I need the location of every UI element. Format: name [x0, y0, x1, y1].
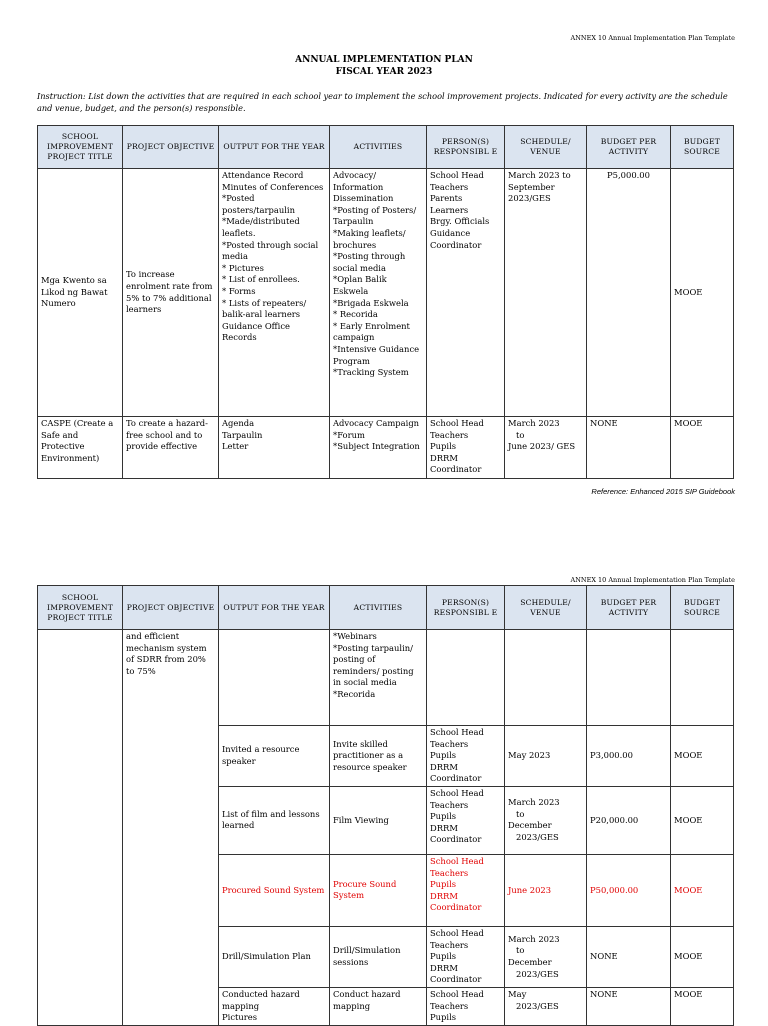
budget-cell: P20,000.00	[587, 786, 671, 854]
persons-cell	[427, 630, 505, 726]
budget-cell: P50,000.00	[587, 854, 671, 926]
persons-cell: School Head Teachers Pupils DRRM Coordinator	[427, 417, 505, 479]
schedule-cell: March 2023 to December 2023/GES	[505, 926, 587, 987]
table-header-row	[38, 126, 734, 169]
output-cell: Drill/Simulation Plan	[219, 926, 330, 987]
table-row	[38, 169, 734, 417]
annex-label: ANNEX 10 Annual Implementation Plan Template	[570, 576, 735, 584]
objective-cell: To create a hazard-free school and to provide effective	[123, 417, 219, 479]
header-budget-source: BUDGET SOURCE	[671, 126, 734, 169]
header-activities: ACTIVITIES	[330, 126, 427, 169]
persons-cell: School Head Teachers Pupils DRRM Coordinator	[427, 926, 505, 987]
budget-cell: NONE	[587, 987, 671, 1025]
instruction-text: Instruction: List down the activities that are required in each school year to implement the school improvement projects. Indicated for every activity are the schedule and venue, budget, and the person(s) responsible.	[37, 91, 728, 113]
persons-cell: School Head Teachers Parents Learners Brgy. Officials Guidance Coordinator	[427, 169, 505, 417]
budget-cell: P5,000.00	[587, 169, 671, 417]
header-persons-responsible: PERSON(S) RESPONSIBL E	[427, 586, 505, 630]
project-title-cell	[38, 630, 123, 1026]
activities-cell: Advocacy Campaign *Forum *Subject Integration	[330, 417, 427, 479]
budget-cell	[587, 630, 671, 726]
table-row	[38, 630, 734, 726]
schedule-cell: May 2023/GES	[505, 987, 587, 1025]
header-project-title: SCHOOL IMPROVEMENT PROJECT TITLE	[38, 586, 123, 630]
header-output: OUTPUT FOR THE YEAR	[219, 126, 330, 169]
document-page-2	[0, 576, 768, 1024]
source-cell: MOOE	[671, 726, 734, 787]
schedule-cell: March 2023 to September 2023/GES	[505, 169, 587, 417]
header-project-objective: PROJECT OBJECTIVE	[123, 586, 219, 630]
header-project-objective: PROJECT OBJECTIVE	[123, 126, 219, 169]
activities-cell: Conduct hazard mapping	[330, 987, 427, 1025]
implementation-plan-table	[37, 125, 734, 479]
reference-note: Reference: Enhanced 2015 SIP Guidebook	[591, 487, 735, 496]
persons-cell: School Head Teachers Pupils DRRM Coordinator	[427, 786, 505, 854]
source-cell: MOOE	[671, 854, 734, 926]
persons-cell: School Head Teachers Pupils DRRM Coordinator	[427, 854, 505, 926]
project-title-cell: CASPE (Create a Safe and Protective Environment)	[38, 417, 123, 479]
header-schedule-venue: SCHEDULE/ VENUE	[505, 126, 587, 169]
activities-cell: Procure Sound System	[330, 854, 427, 926]
annex-label: ANNEX 10 Annual Implementation Plan Template	[570, 34, 735, 42]
source-cell: MOOE	[671, 926, 734, 987]
schedule-cell	[505, 630, 587, 726]
header-activities: ACTIVITIES	[330, 586, 427, 630]
budget-cell: P3,000.00	[587, 726, 671, 787]
implementation-plan-table-continued	[37, 585, 734, 1026]
objective-cell: and efficient mechanism system of SDRR from 20% to 75%	[123, 630, 219, 1026]
activities-cell: Drill/Simulation sessions	[330, 926, 427, 987]
header-schedule-venue: SCHEDULE/ VENUE	[505, 586, 587, 630]
output-cell: Procured Sound System	[219, 854, 330, 926]
header-budget-per-activity: BUDGET PER ACTIVITY	[587, 586, 671, 630]
output-cell: Attendance Record Minutes of Conferences *Posted posters/tarpaulin *Made/distributed leaflets. *Posted through social media * Pictures * List of enrollees. * Forms * Lists of repeaters/ balik-aral learners Guidance Office Records	[219, 169, 330, 417]
project-title-cell: Mga Kwento sa Likod ng Bawat Numero	[38, 169, 123, 417]
activities-cell: Advocacy/ Information Dissemination *Posting of Posters/ Tarpaulin *Making leaflets/ brochures *Posting through social media *Oplan Balik Eskwela *Brigada Eskwela * Recorida * Early Enrolment campaign *Intensive Guidance Program *Tracking System	[330, 169, 427, 417]
budget-cell: NONE	[587, 926, 671, 987]
source-cell: MOOE	[671, 786, 734, 854]
budget-cell: NONE	[587, 417, 671, 479]
header-persons-responsible: PERSON(S) RESPONSIBL E	[427, 126, 505, 169]
header-output: OUTPUT FOR THE YEAR	[219, 586, 330, 630]
persons-cell: School Head Teachers Pupils	[427, 987, 505, 1025]
document-title: ANNUAL IMPLEMENTATION PLAN	[295, 55, 473, 65]
header-project-title: SCHOOL IMPROVEMENT PROJECT TITLE	[38, 126, 123, 169]
table-row	[38, 417, 734, 479]
schedule-cell: June 2023	[505, 854, 587, 926]
source-cell: MOOE	[671, 417, 734, 479]
source-cell	[671, 630, 734, 726]
activities-cell: Invite skilled practitioner as a resource speaker	[330, 726, 427, 787]
source-cell: MOOE	[671, 169, 734, 417]
schedule-cell: March 2023 to June 2023/ GES	[505, 417, 587, 479]
schedule-cell: May 2023	[505, 726, 587, 787]
header-budget-source: BUDGET SOURCE	[671, 586, 734, 630]
output-cell: List of film and lessons learned	[219, 786, 330, 854]
objective-cell: To increase enrolment rate from 5% to 7% additional learners	[123, 169, 219, 417]
output-cell	[219, 630, 330, 726]
document-subtitle: FISCAL YEAR 2023	[335, 67, 433, 77]
activities-cell: *Webinars *Posting tarpaulin/ posting of reminders/ posting in social media *Recorida	[330, 630, 427, 726]
persons-cell: School Head Teachers Pupils DRRM Coordinator	[427, 726, 505, 787]
output-cell: Invited a resource speaker	[219, 726, 330, 787]
schedule-cell: March 2023 to December 2023/GES	[505, 786, 587, 854]
activities-cell: Film Viewing	[330, 786, 427, 854]
header-budget-per-activity: BUDGET PER ACTIVITY	[587, 126, 671, 169]
output-cell: Conducted hazard mapping Pictures	[219, 987, 330, 1025]
table-header-row	[38, 586, 734, 630]
source-cell: MOOE	[671, 987, 734, 1025]
output-cell: Agenda Tarpaulin Letter	[219, 417, 330, 479]
